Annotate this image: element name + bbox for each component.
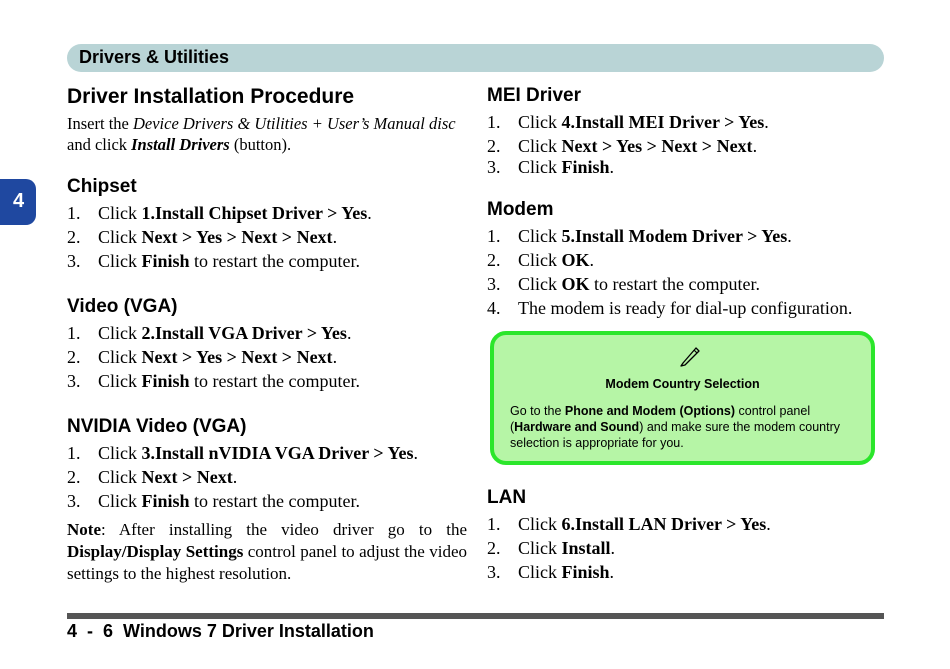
- step-action: Finish: [141, 371, 190, 391]
- modem-steps: [487, 224, 887, 320]
- tip-category: Hardware and Sound: [514, 420, 640, 434]
- list-item: [67, 321, 467, 345]
- step-number: 2.: [67, 467, 81, 487]
- step-text: to restart the computer.: [589, 274, 760, 294]
- step-action: OK: [561, 274, 590, 294]
- step-action: OK: [561, 250, 590, 270]
- step-number: 1.: [487, 112, 501, 132]
- step-text: The modem is ready for dial-up configuration.: [518, 298, 853, 318]
- step-text: .: [367, 203, 372, 223]
- note-text: : After installing the video driver go to the: [100, 520, 467, 539]
- step-action: 3.Install nVIDIA VGA Driver > Yes: [141, 443, 414, 463]
- step-number: 1.: [67, 323, 81, 343]
- modem-country-tip-box: [490, 331, 875, 465]
- step-action: Next > Yes > Next > Next: [561, 136, 753, 156]
- step-number: 1.: [67, 443, 81, 463]
- step-text: Click: [98, 203, 142, 223]
- note-control-panel: Display/Display Settings: [67, 542, 244, 561]
- chipset-steps: [67, 201, 467, 273]
- step-text: Click: [518, 112, 562, 132]
- list-item: [67, 249, 467, 273]
- step-text: Click: [98, 491, 142, 511]
- step-text: Click: [98, 227, 142, 247]
- step-number: 2.: [487, 250, 501, 270]
- left-column: [67, 84, 467, 585]
- step-action: Install: [561, 538, 611, 558]
- mei-heading: MEI Driver: [487, 85, 581, 106]
- list-item: [487, 248, 887, 272]
- step-text: to restart the computer.: [189, 371, 360, 391]
- step-text: Click: [518, 226, 562, 246]
- section-header-bar: [67, 44, 884, 72]
- intro-paragraph: [67, 113, 467, 155]
- step-text: .: [764, 112, 769, 132]
- list-item: [487, 560, 887, 584]
- step-text: .: [752, 136, 758, 156]
- tip-text: Go to the: [510, 404, 565, 418]
- step-action: Next > Next: [141, 467, 233, 487]
- step-action: 2.Install VGA Driver > Yes: [141, 323, 347, 343]
- lan-heading: LAN: [487, 487, 527, 508]
- list-item: [487, 224, 887, 248]
- tip-control-panel: Phone and Modem (Options): [564, 404, 736, 418]
- step-text: .: [346, 323, 352, 343]
- tip-title: Modem Country Selection: [605, 377, 760, 391]
- list-item: [487, 512, 887, 536]
- step-text: .: [610, 538, 616, 558]
- chapter-number: 4: [13, 190, 25, 212]
- list-item: [67, 225, 467, 249]
- step-action: 1.Install Chipset Driver > Yes: [141, 203, 368, 223]
- step-text: Click: [518, 274, 562, 294]
- mei-steps: [487, 110, 887, 176]
- lan-steps: [487, 512, 887, 584]
- step-number: 3.: [67, 251, 81, 271]
- step-text: Click: [98, 467, 142, 487]
- step-action: Next > Yes > Next > Next: [141, 227, 333, 247]
- step-text: Click: [518, 157, 562, 177]
- step-text: .: [589, 250, 595, 270]
- step-number: 2.: [67, 347, 81, 367]
- step-number: 3.: [67, 491, 81, 511]
- intro-disc-name: Device Drivers & Utilities + User’s Manual disc: [132, 114, 456, 133]
- step-text: Click: [518, 538, 562, 558]
- step-text: .: [766, 514, 771, 534]
- intro-text: and click: [67, 135, 132, 154]
- modem-heading: Modem: [487, 199, 554, 220]
- step-action: Next > Yes > Next > Next: [141, 347, 333, 367]
- step-action: Finish: [141, 491, 190, 511]
- step-number: 3.: [487, 274, 501, 294]
- nvidia-heading: NVIDIA Video (VGA): [67, 416, 247, 437]
- step-number: 3.: [487, 562, 501, 582]
- step-text: to restart the computer.: [189, 491, 360, 511]
- chapter-tab: [0, 179, 36, 225]
- list-item: [487, 110, 887, 134]
- step-text: Click: [98, 443, 142, 463]
- list-item: [67, 369, 467, 393]
- list-item: [487, 158, 887, 176]
- list-item: [67, 465, 467, 489]
- note-label: Note: [67, 520, 101, 539]
- step-action: Finish: [141, 251, 190, 271]
- footer-divider: [67, 613, 884, 619]
- list-item: [487, 134, 887, 158]
- tip-text: ) and make sure the modem country selection is appropriate for you.: [510, 420, 840, 450]
- step-text: Click: [98, 251, 142, 271]
- step-action: 4.Install MEI Driver > Yes: [561, 112, 765, 132]
- tip-text: control panel (: [510, 404, 811, 434]
- list-item: [67, 345, 467, 369]
- intro-text: Insert the: [67, 114, 133, 133]
- step-text: Click: [98, 347, 142, 367]
- section-header-title: Drivers & Utilities: [79, 47, 230, 67]
- step-number: 4.: [487, 298, 501, 318]
- lan-section: [487, 486, 887, 584]
- step-text: Click: [98, 323, 142, 343]
- step-action: Finish: [561, 562, 610, 582]
- pencil-icon: [677, 343, 703, 369]
- step-text: .: [332, 347, 338, 367]
- step-action: Finish: [561, 157, 610, 177]
- step-action: 6.Install LAN Driver > Yes: [561, 514, 767, 534]
- list-item: [487, 272, 887, 296]
- list-item: [67, 201, 467, 225]
- footer-page-label: 4 - 6 Windows 7 Driver Installation: [67, 621, 374, 641]
- step-number: 2.: [487, 538, 501, 558]
- step-text: to restart the computer.: [189, 251, 360, 271]
- intro-button-name: Install Drivers: [131, 135, 230, 154]
- step-number: 3.: [67, 371, 81, 391]
- list-item: [487, 536, 887, 560]
- step-action: 5.Install Modem Driver > Yes: [561, 226, 788, 246]
- step-text: .: [413, 443, 418, 463]
- step-text: Click: [518, 514, 562, 534]
- step-text: .: [787, 226, 792, 246]
- step-text: Click: [518, 250, 562, 270]
- nvidia-steps: [67, 441, 467, 513]
- tip-body: [510, 403, 857, 451]
- intro-text: (button).: [229, 135, 292, 154]
- step-number: 1.: [67, 203, 81, 223]
- list-item: [67, 489, 467, 513]
- step-text: .: [232, 467, 238, 487]
- step-number: 1.: [487, 226, 501, 246]
- step-number: 3.: [487, 157, 501, 177]
- video-heading: Video (VGA): [67, 296, 178, 317]
- list-item: [67, 441, 467, 465]
- video-driver-note: [67, 519, 467, 585]
- right-column: [487, 84, 887, 320]
- step-number: 2.: [67, 227, 81, 247]
- step-number: 1.: [487, 514, 501, 534]
- chipset-heading: Chipset: [67, 176, 137, 197]
- step-text: .: [609, 157, 615, 177]
- step-text: Click: [98, 371, 142, 391]
- list-item: [487, 296, 887, 320]
- note-text: control panel to adjust the video settings to the highest resolution.: [67, 542, 467, 583]
- step-number: 2.: [487, 136, 501, 156]
- step-text: .: [609, 562, 615, 582]
- video-steps: [67, 321, 467, 393]
- page-title: Driver Installation Procedure: [67, 85, 355, 108]
- step-text: Click: [518, 136, 562, 156]
- step-text: .: [332, 227, 338, 247]
- step-text: Click: [518, 562, 562, 582]
